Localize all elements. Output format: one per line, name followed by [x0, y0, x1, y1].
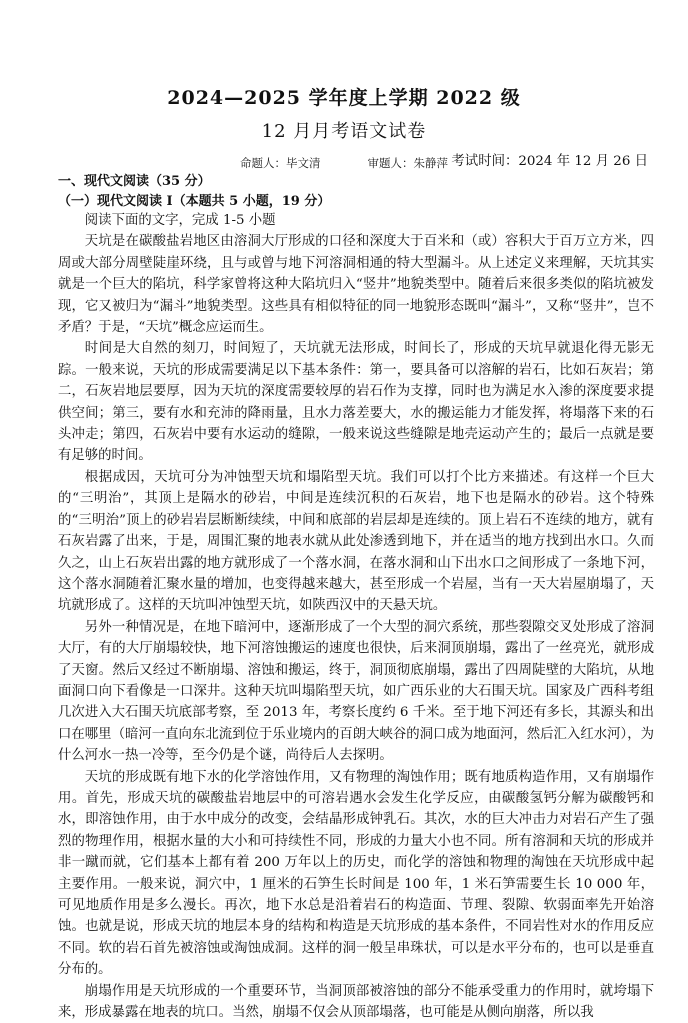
passage-paragraph: 天坑的形成既有地下水的化学溶蚀作用，又有物理的淘蚀作用；既有地质构造作用，又有崩塌作用。首先，形成天坑的碳酸盐岩地层中的可溶岩遇水会发生化学反应，由碳酸氢钙分解为碳酸钙和水，即溶蚀作用，由于水中成分的改变，会结晶形成钟乳石。其次，水的巨大冲击力对岩石产生了强烈的物理作用，根据水量的大小和可持续性不同，形成的力量大小也不同。所有溶洞和天坑的形成并非一蹴而就，它们基本上都有着 200 万年以上的历史，而化学的溶蚀和物理的淘蚀在天坑形成中起主要作用。一般来说，洞穴中，1 厘米的石笋生长时间是 100 年，1 米石笋需要生长 10 000 年，可见地质作用是多么漫长。再次，地下水总是沿着岩石的构造面、节理、裂隙、软弱面率先开始溶蚀。也就是说，形成天坑的地层本身的结构和构造是天坑形成的基本条件，不同岩性对水的作用反应不同。软的岩石首先被溶蚀或淘蚀成洞。这样的洞一般呈串珠状，可以是水平分布的，也可以是垂直分布的。	[58, 769, 654, 978]
passage-paragraph: 根据成因，天坑可分为冲蚀型天坑和塌陷型天坑。我们可以打个比方来描述。有这样一个巨大的“三明治”，其顶上是隔水的砂岩，中间是连续沉积的石灰岩，地下也是隔水的砂岩。这个特殊的“三明治”顶上的砂岩岩层断断续续，中间和底部的岩层却是连续的。顶上岩石不连续的地方，就有石灰岩露了出来，于是，周围汇聚的地表水就从此处渗透到地下，并在适当的地方找到出水口。久而久之，山上石灰岩出露的地方就形成了一个落水洞，在落水洞和山下出水口之间形成了一条地下河，这个落水洞随着汇聚水量的增加，也变得越来越大，甚至形成一个岩屋，当有一天大岩屋崩塌了，天坑就形成了。这样的天坑叫冲蚀型天坑，如陕西汉中的天悬天坑。	[58, 469, 654, 614]
section-heading: 一、现代文阅读（35 分）	[58, 174, 211, 189]
passage-paragraph: 时间是大自然的刻刀，时间短了，天坑就无法形成，时间长了，形成的天坑早就退化得无影无踪。一般来说，天坑的形成需要满足以下基本条件：第一，要具备可以溶解的岩石，比如石灰岩；第二，石灰岩地层要厚，因为天坑的深度需要较厚的岩石作为支撑，同时也为满足水入渗的深度要求提供空间；第三，要有水和充沛的降雨量，且水力落差要大，水的搬运能力才能发挥，将塌落下来的石头冲走；第四，石灰岩中要有水运动的缝隙，一般来说这些缝隙是地壳运动产生的；最后一点就是要有足够的时间。	[58, 341, 654, 464]
exam-title-line1: 2024—2025 学年度上学期 2022 级	[167, 87, 521, 109]
subsection-heading: （一）现代文阅读 I（本题共 5 小题，19 分）	[58, 194, 331, 209]
exam-title-line2: 12 月月考语文试卷	[261, 121, 427, 142]
instruction-paragraph: 阅读下面的文字，完成 1-5 小题	[84, 213, 276, 228]
setter-label: 命题人：毕文清	[240, 156, 321, 170]
passage-paragraph: 天坑是在碳酸盐岩地区由溶洞大厅形成的口径和深度大于百米和（或）容积大于百万立方米，四周或大部分周壁陡崖环绕，且与或曾与地下河溶洞相通的特大型漏斗。从上述定义来理解，天坑其实就是一个巨大的陷坑，科学家曾将这种大陷坑归入“竖井”地貌类型中。随着后来很多类似的陷坑被发现，它又被归为“漏斗”地貌类型。这些具有相似特征的同一地貌形态既叫“漏斗”，又称“竖井”，岂不矛盾？于是，“天坑”概念应运而生。	[58, 234, 654, 336]
reading-passage	[58, 210, 654, 1023]
passage-paragraph: 崩塌作用是天坑形成的一个重要环节，当洞顶部被溶蚀的部分不能承受重力的作用时，就垮塌下来，形成暴露在地表的坑口。当然，崩塌不仅会从顶部塌落，也可能是从侧向崩落，所以我	[58, 983, 654, 1021]
reviewer-label: 审题人：朱静萍	[367, 156, 448, 170]
passage-paragraph: 另外一种情况是，在地下暗河中，逐渐形成了一个大型的洞穴系统，那些裂隙交叉处形成了溶洞大厅，有的大厅崩塌较快，地下河溶蚀搬运的速度也很快，后来洞顶崩塌，露出了一丝亮光，就形成了天窗。然后又经过不断崩塌、溶蚀和搬运，终于，洞顶彻底崩塌，露出了四周陡壁的大陷坑，从地面洞口向下看像是一口深井。这种天坑叫塌陷型天坑，如广西乐业的大石围天坑。国家及广西科考组几次进入大石围天坑底部考察，至 2013 年，考察长度约 6 千米。至于地下河还有多长，其源头和出口在哪里（暗河一直向东北流到位于乐业境内的百朗大峡谷的洞口成为地面河，然后汇入红水河），为什么河水一热一冷等，至今仍是个谜，尚待后人去探明。	[58, 619, 654, 764]
exam-time: 考试时间：2024 年 12 月 26 日	[451, 154, 648, 169]
